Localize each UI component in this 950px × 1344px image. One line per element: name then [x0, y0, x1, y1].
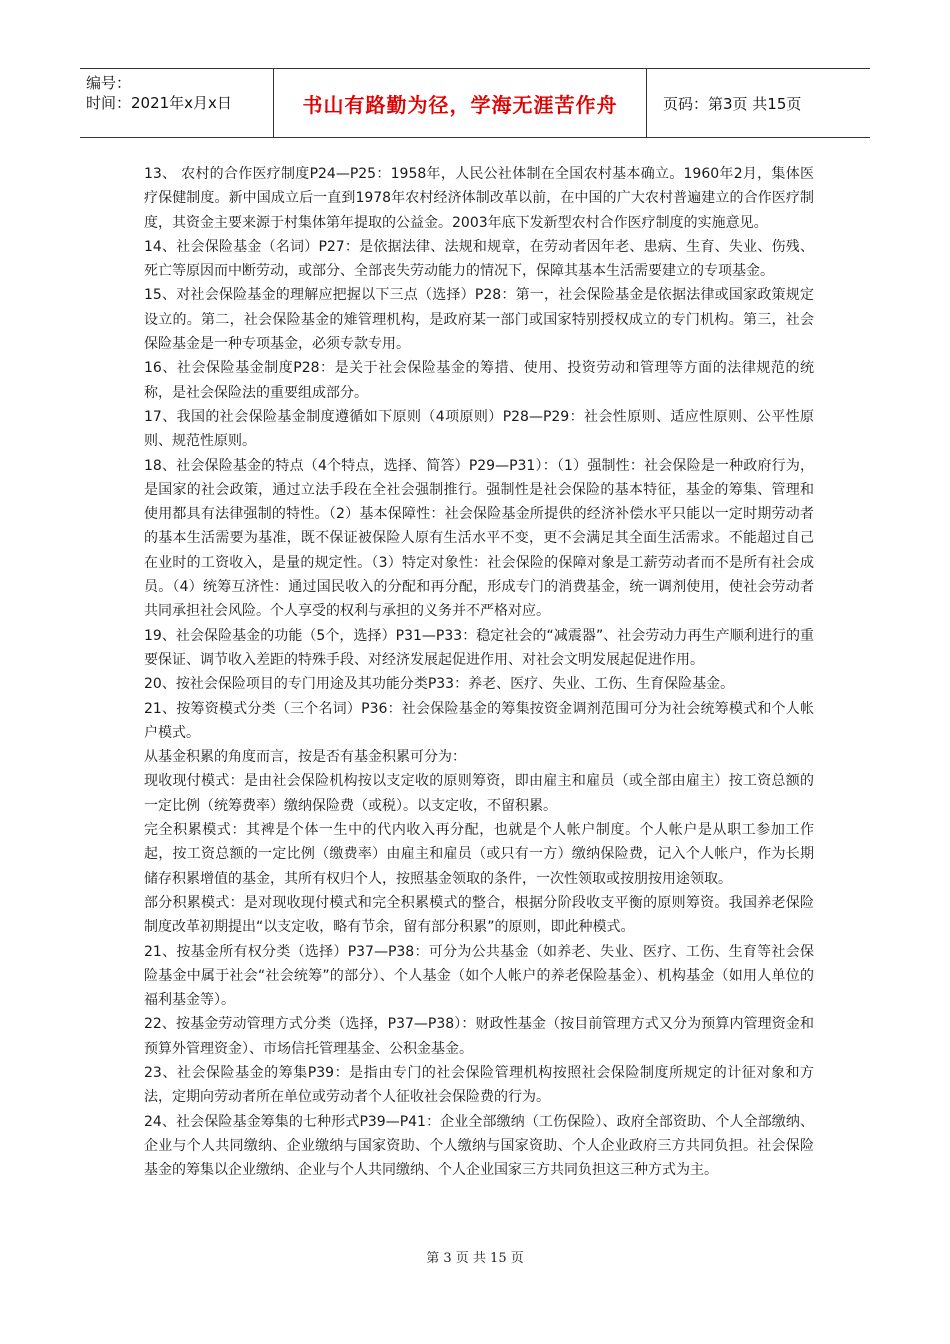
paragraph-18: 18、社会保险基金的特点（4个特点，选择、简答）P29—P31）：（1）强制性：社会保险是一种政府行为，是国家的社会政策，通过立法手段在全社会强制推行。强制性是社会保险的基本特征，基金的筹集、管理和使用都具有法律强制的特性。（2）基本保障性：社会保险基金所提供的经济补偿水平只能以一定时期劳动者的基本生活需要为基准，既不保证被保险人原有生活水平不变，更不会满足其全面生活需求。不能超过自己在业时的工资收入，是量的规定性。（3）特定对象性：社会保险的保障对象是工薪劳动者而不是所有社会成员。（4）统筹互济性：通过国民收入的分配和再分配，形成专门的消费基金，统一调剂使用，使社会劳动者共同承担社会风险。个人享受的权利与承担的义务并不严格对应。 — [144, 457, 814, 620]
paragraph-partial-funding: 部分积累模式：是对现收现付模式和完全积累模式的整合，根据分阶段收支平衡的原则筹资。我国养老保险制度改革初期提出“以支定收，略有节余，留有部分积累”的原则，即此种模式。 — [144, 894, 814, 936]
header-page-code: 页码：第3页 共15页 — [663, 94, 802, 113]
paragraph-17: 17、我国的社会保险基金制度遵循如下原则（4项原则）P28—P29：社会性原则、适应性原则、公平性原则、规范性原则。 — [144, 408, 814, 450]
paragraph-21-ownership: 21、按基金所有权分类（选择）P37—P38：可分为公共基金（如养老、失业、医疗、工伤、生育等社会保险基金中属于社会“社会统筹”的部分）、个人基金（如个人帐户的养老保险基金）、机构基金（如用人单位的福利基金等）。 — [144, 943, 814, 1009]
paragraph-24: 24、社会保险基金筹集的七种形式P39—P41：企业全部缴纳（工伤保险）、政府全部资助、个人全部缴纳、企业与个人共同缴纳、企业缴纳与国家资助、个人缴纳与国家资助、个人企业政府三方共同负担。社会保险基金的筹集以企业缴纳、企业与个人共同缴纳、个人企业国家三方共同负担这三种方式为主。 — [144, 1113, 814, 1179]
document-number-label: 编号： — [86, 74, 132, 92]
paragraph-22: 22、按基金劳动管理方式分类（选择，P37—P38）：财政性基金（按目前管理方式又分为预算内管理资金和预算外管理资金）、市场信托管理基金、公积金基金。 — [144, 1016, 814, 1057]
document-date-label: 时间：2021年x月x日 — [86, 94, 232, 112]
paragraph-21-funding-mode: 21、按筹资模式分类（三个名词）P36：社会保险基金的筹集按资金调剂范围可分为社会统筹模式和个人帐户模式。 — [144, 700, 814, 741]
paragraph-pay-as-you-go: 现收现付模式：是由社会保险机构按以支定收的原则筹资，即由雇主和雇员（或全部由雇主）按工资总额的一定比例（统筹费率）缴纳保险费（或税）。以支定收，不留积累。 — [144, 773, 814, 814]
page-footer: 第 3 页 共 15 页 — [426, 1251, 524, 1266]
header-page-cell — [647, 69, 870, 137]
header-motto-cell — [274, 69, 647, 137]
paragraph-16: 16、社会保险基金制度P28：是关于社会保险基金的筹措、使用、投资劳动和管理等方面的法律规范的统称，是社会保险法的重要组成部分。 — [144, 360, 814, 401]
paragraph-23: 23、社会保险基金的筹集P39：是指由专门的社会保险管理机构按照社会保险制度所规定的计征对象和方法，定期向劳动者所在单位或劳动者个人征收社会保险费的行为。 — [144, 1064, 814, 1106]
header-motto: 书山有路勤为径，学海无涯苦作舟 — [302, 92, 618, 117]
header-info-cell — [80, 69, 274, 137]
paragraph-full-funding: 完全积累模式：其裨是个体一生中的代内收入再分配，也就是个人帐户制度。个人帐户是从职工参加工作起，按工资总额的一定比例（缴费率）由雇主和雇员（或只有一方）缴纳保险费，记入个人帐户，作为长期储存积累增值的基金，其所有权归个人，按照基金领取的条件，一次性领取或按朋按用途领取。 — [144, 822, 814, 887]
paragraph-accumulation-intro: 从基金积累的角度而言，按是否有基金积累可分为： — [144, 749, 466, 766]
paragraph-19: 19、社会保险基金的功能（5个，选择）P31—P33：稳定社会的“减震器”、社会劳动力再生产顺利进行的重要保证、调节收入差距的特殊手段、对经济发展起促进作用、对社会文明发展起促进作用。 — [144, 627, 814, 668]
page-header — [80, 68, 870, 138]
paragraph-15: 15、对社会保险基金的理解应把握以下三点（选择）P28：第一，社会保险基金是依据法律或国家政策规定设立的。第二，社会保险基金的雉管理机构，是政府某一部门或国家特别授权成立的专门机构。第三，社会保险基金是一种专项基金，必须专款专用。 — [144, 287, 814, 353]
paragraph-20: 20、按社会保险项目的专门用途及其功能分类P33：养老、医疗、失业、工伤、生育保险基金。 — [144, 676, 735, 693]
paragraph-14: 14、社会保险基金（名词）P27：是依据法律、法规和规章，在劳动者因年老、患病、生育、失业、伤残、死亡等原因而中断劳动，或部分、全部丧失劳动能力的情况下，保障其基本生活需要建立的专项基金。 — [144, 238, 814, 280]
document-body — [144, 162, 814, 1182]
paragraph-13: 13、 农村的合作医疗制度P24—P25：1958年，人民公社体制在全国农村基本确立。1960年2月，集体医疗保健制度。新中国成立后一直到1978年农村经济体制改革以前，在中国的广大农村普遍建立的合作医疗制度，其资金主要来源于村集体第年提取的公益金。2003年底下发新型农村合作医疗制度的实施意见。 — [144, 166, 814, 231]
